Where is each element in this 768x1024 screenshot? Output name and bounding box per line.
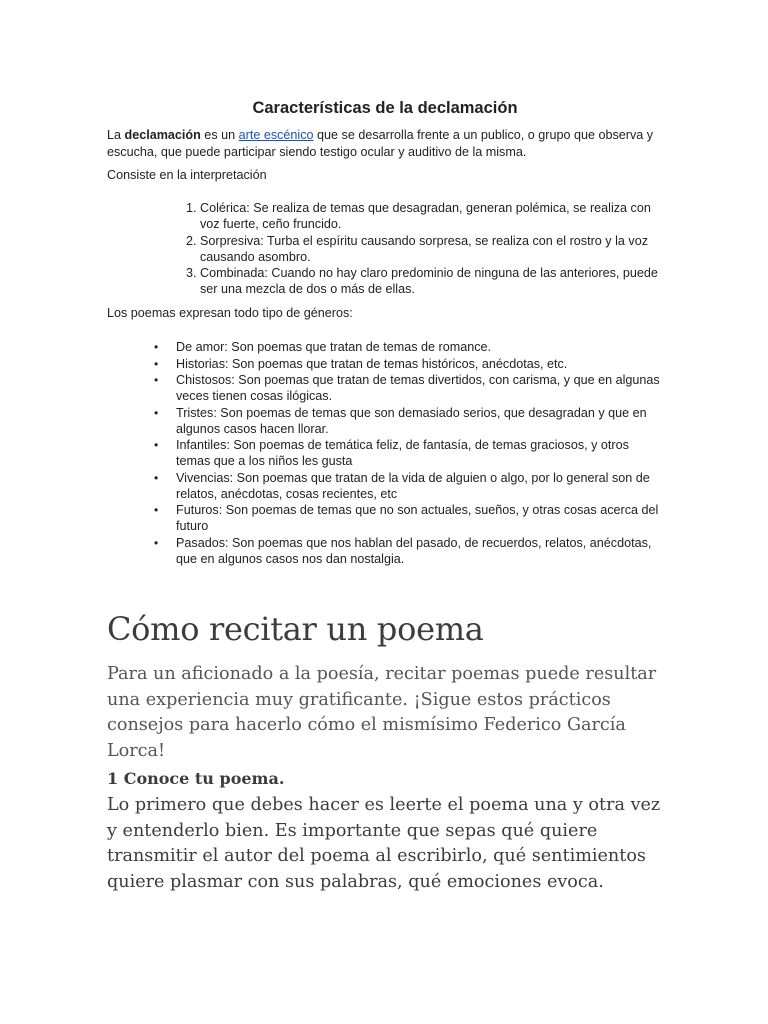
genres-intro: Los poemas expresan todo tipo de géneros: — [107, 306, 353, 320]
list-item — [154, 502, 663, 534]
step-body: Lo primero que debes hacer es leerte el poema una y otra vez y entenderlo bien. Es importante que sepas qué quiere transmitir el autor del poema al escribirlo, qué sentimientos quiere plasmar con sus palabras, qué emociones evoca. — [107, 795, 661, 892]
bullet-icon: • — [154, 373, 159, 387]
genre-text: Historias: Son poemas que tratan de temas históricos, anécdotas, etc. — [176, 356, 568, 371]
section-heading: Cómo recitar un poema — [107, 610, 484, 648]
list-item — [154, 339, 663, 355]
list-item: 1. Colérica: Se realiza de temas que desagradan, generan polémica, se realiza con voz fuerte, ceño fruncido. — [200, 200, 663, 232]
list-item — [154, 405, 663, 437]
intro-lead-in: La — [107, 128, 125, 142]
genre-text: Pasados: Son poemas que nos hablan del pasado, de recuerdos, relatos, anécdotas, que en algunos casos nos dan nostalgia. — [176, 535, 652, 566]
intro-paragraph — [107, 127, 663, 161]
genre-text: Tristes: Son poemas de temas que son demasiado serios, que desagradan y que en algunos casos hacen llorar. — [176, 405, 647, 436]
bullet-icon: • — [154, 535, 159, 550]
genre-text: Infantiles: Son poemas de temática feliz, de fantasía, de temas graciosos, y otros temas que a los niños les gusta — [176, 438, 629, 468]
genres-list — [107, 339, 663, 567]
genre-text: De amor: Son poemas que tratan de temas de romance. — [176, 340, 492, 354]
section-lead-paragraph: Para un aficionado a la poesía, recitar poemas puede resultar una experiencia muy gratificante. ¡Sigue estos prácticos consejos para hacerlo cómo el mismísimo Federico García Lorca! — [107, 664, 657, 761]
list-item — [154, 356, 663, 372]
page-title: Características de la declamación — [252, 99, 518, 117]
bullet-icon: • — [154, 356, 159, 371]
list-item — [154, 372, 663, 404]
bullet-icon: • — [154, 438, 159, 452]
bullet-icon: • — [154, 340, 159, 354]
bullet-icon: • — [154, 503, 159, 517]
bullet-icon: • — [154, 470, 159, 485]
genre-text: Vivencias: Son poemas que tratan de la vida de alguien o algo, por lo general son de relatos, anécdotas, cosas recientes, etc — [176, 470, 650, 501]
list-item — [154, 437, 663, 469]
declamation-types-list — [107, 200, 663, 298]
list-item: 3. Combinada: Cuando no hay claro predominio de ninguna de las anteriores, puede ser una mezcla de dos o más de ellas. — [200, 265, 663, 297]
list-item — [154, 535, 663, 567]
consiste-text: Consiste en la interpretación — [107, 168, 267, 182]
bullet-icon: • — [154, 405, 159, 420]
arte-escenico-link[interactable]: arte escénico — [238, 128, 314, 142]
step-title: 1 Conoce tu poema. — [107, 769, 285, 788]
intro-mid: es un — [200, 128, 239, 142]
list-item — [154, 470, 663, 502]
intro-rest: que se desarrolla frente a un publico, o grupo que observa y escucha, que puede participar siendo testigo ocular y auditivo de la misma. — [107, 128, 654, 159]
list-item: 2. Sorpresiva: Turba el espíritu causando sorpresa, se realiza con el rostro y la voz causando asombro. — [200, 233, 663, 265]
genre-text: Chistosos: Son poemas que tratan de temas divertidos, con carisma, y que en algunas veces tienen cosas ilógicas. — [176, 373, 660, 403]
genre-text: Futuros: Son poemas de temas que no son actuales, sueños, y otras cosas acerca del futuro — [176, 503, 659, 533]
intro-term: declamación — [124, 128, 201, 142]
